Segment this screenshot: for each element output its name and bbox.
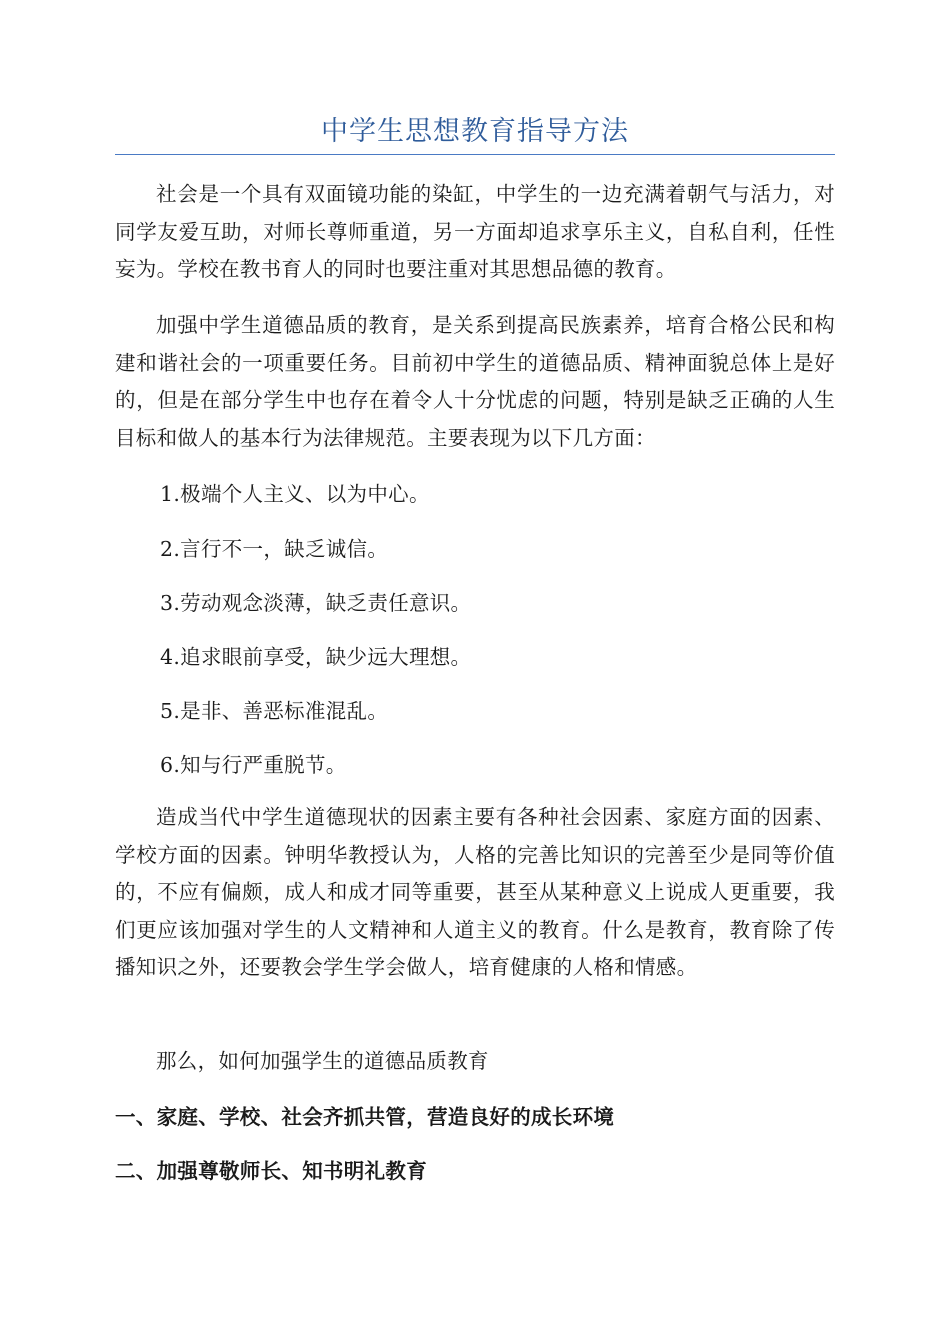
section-heading-2: 二、加强尊敬师长、知书明礼教育 [115, 1159, 427, 1183]
paragraph-question: 那么，如何加强学生的道德品质教育 [156, 1049, 489, 1073]
paragraph-causes: 造成当代中学生道德现状的因素主要有各种社会因素、家庭方面的因素、学校方面的因素。钟明华教授认为，人格的完善比知识的完善至少是同等价值的，不应有偏颇，成人和成才同等重要，甚至从某种意义上说成人更重要，我们更应该加强对学生的人文精神和人道主义的教育。什么是教育，教育除了传播知识之外，还要教会学生学会做人，培育健康的人格和情感。 [115, 805, 835, 979]
list-item: 4.追求眼前享受，缺少远大理想。 [160, 645, 472, 669]
list-item: 5.是非、善恶标准混乱。 [160, 699, 389, 723]
list-item: 1.极端个人主义、以为中心。 [160, 482, 430, 506]
list-item: 2.言行不一，缺乏诚信。 [160, 537, 389, 561]
list-item: 3.劳动观念淡薄，缺乏责任意识。 [160, 591, 472, 615]
section-heading-1: 一、家庭、学校、社会齐抓共管，营造良好的成长环境 [115, 1105, 615, 1129]
document-title: 中学生思想教育指导方法 [321, 116, 629, 147]
list-item: 6.知与行严重脱节。 [160, 753, 347, 777]
paragraph-intro: 社会是一个具有双面镜功能的染缸，中学生的一边充满着朝气与活力，对同学友爱互助，对师长尊师重道，另一方面却追求享乐主义，自私自利，任性妄为。学校在教书育人的同时也要注重对其思想品德的教育。 [115, 182, 835, 281]
title-underline [115, 154, 835, 155]
paragraph-importance: 加强中学生道德品质的教育，是关系到提高民族素养，培育合格公民和构建和谐社会的一项重要任务。目前初中学生的道德品质、精神面貌总体上是好的，但是在部分学生中也存在着令人十分忧虑的问题，特别是缺乏正确的人生目标和做人的基本行为法律规范。主要表现为以下几方面： [115, 313, 835, 450]
